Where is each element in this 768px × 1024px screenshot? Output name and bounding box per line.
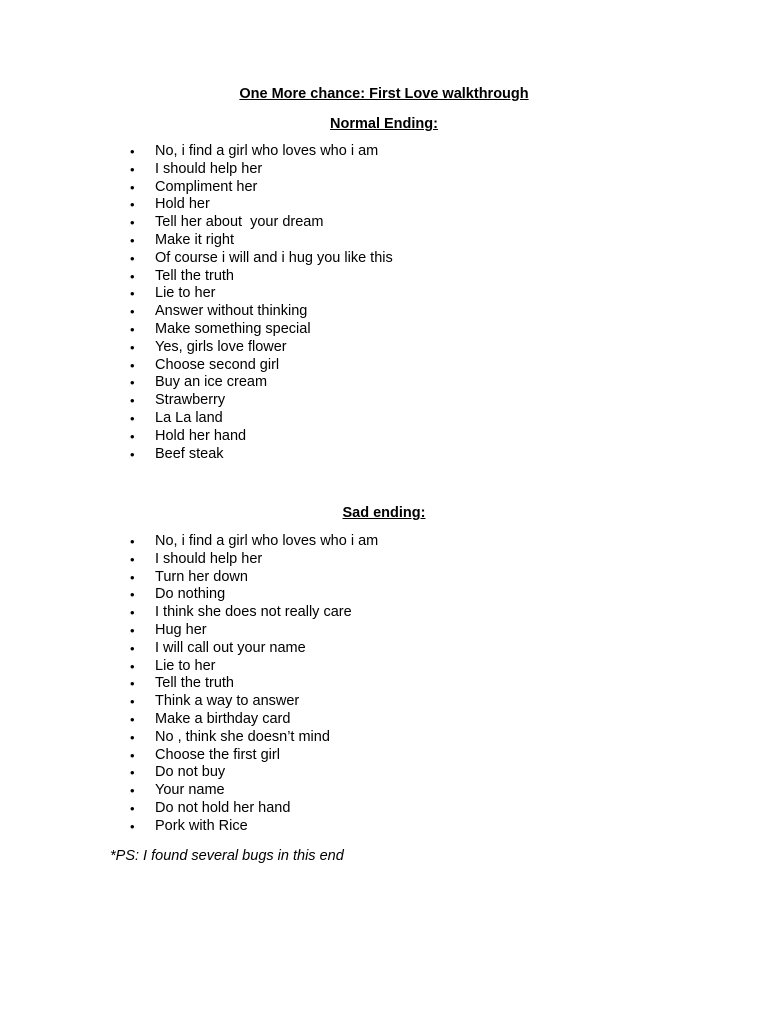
list-item-text: Lie to her — [155, 285, 216, 302]
normal-ending-heading: Normal Ending: — [330, 116, 438, 132]
list-item — [0, 446, 768, 464]
list-item-text: Your name — [155, 782, 225, 799]
bullet-icon: • — [130, 375, 135, 391]
bullet-icon: • — [130, 250, 135, 266]
list-item-text: Compliment her — [155, 178, 258, 195]
list-item-text: Strawberry — [155, 392, 226, 409]
bullet-icon: • — [130, 800, 135, 816]
list-item — [0, 747, 768, 765]
list-item-text: Choose the first girl — [155, 746, 280, 763]
bullet-icon: • — [130, 747, 135, 763]
list-item — [0, 161, 768, 179]
bullet-icon: • — [130, 587, 135, 603]
list-item — [0, 658, 768, 676]
bullet-icon: • — [130, 729, 135, 745]
bullet-icon: • — [130, 765, 135, 781]
ps-note: *PS: I found several bugs in this end — [110, 848, 344, 864]
list-item-text: I should help her — [155, 160, 263, 177]
bullet-icon: • — [130, 605, 135, 621]
list-item-text: No, i find a girl who loves who i am — [155, 143, 379, 159]
list-item-text: I will call out your name — [155, 639, 306, 656]
bullet-icon: • — [130, 321, 135, 337]
list-item — [0, 604, 768, 622]
list-item — [0, 586, 768, 604]
list-item — [0, 818, 768, 836]
bullet-icon: • — [130, 428, 135, 444]
list-item-text: Tell her about your dream — [155, 214, 324, 231]
list-item — [0, 551, 768, 569]
list-item — [0, 622, 768, 640]
bullet-icon: • — [130, 694, 135, 710]
list-item — [0, 232, 768, 250]
list-item-text: Do not hold her hand — [155, 799, 291, 816]
bullet-icon: • — [130, 676, 135, 692]
list-item — [0, 782, 768, 800]
list-item — [0, 764, 768, 782]
list-item-text: I should help her — [155, 550, 263, 567]
sad-ending-heading: Sad ending: — [342, 505, 426, 521]
bullet-icon: • — [130, 393, 135, 409]
sad-ending-list — [0, 533, 768, 836]
list-item-text: Hug her — [155, 621, 207, 638]
list-item — [0, 729, 768, 747]
list-item — [0, 303, 768, 321]
bullet-icon: • — [130, 286, 135, 302]
list-item — [0, 569, 768, 587]
list-item-text: Hold her — [155, 196, 210, 213]
list-item — [0, 357, 768, 375]
document-title: One More chance: First Love walkthrough — [239, 86, 529, 102]
bullet-icon: • — [130, 197, 135, 213]
bullet-icon: • — [130, 232, 135, 248]
bullet-icon: • — [130, 534, 135, 549]
bullet-icon: • — [130, 410, 135, 426]
list-item — [0, 675, 768, 693]
bullet-icon: • — [130, 339, 135, 355]
list-item — [0, 711, 768, 729]
list-item — [0, 392, 768, 410]
list-item-text: Make something special — [155, 320, 311, 337]
bullet-icon: • — [130, 179, 135, 195]
list-item — [0, 800, 768, 818]
list-item — [0, 285, 768, 303]
list-item — [0, 410, 768, 428]
bullet-icon: • — [130, 215, 135, 231]
list-item-text: Think a way to answer — [155, 693, 300, 710]
bullet-icon: • — [130, 268, 135, 284]
bullet-icon: • — [130, 640, 135, 656]
list-item-text: Make it right — [155, 231, 234, 248]
bullet-icon: • — [130, 357, 135, 373]
list-item-text: Of course i will and i hug you like this — [155, 249, 393, 266]
normal-ending-list — [0, 143, 768, 463]
list-item-text: Make a birthday card — [155, 710, 291, 727]
bullet-icon: • — [130, 161, 135, 177]
list-item-text: Pork with Rice — [155, 817, 248, 834]
list-item — [0, 250, 768, 268]
list-item — [0, 321, 768, 339]
list-item-text: Lie to her — [155, 657, 216, 674]
list-item — [0, 339, 768, 357]
list-item-text: Tell the truth — [155, 675, 234, 692]
list-item-text: Buy an ice cream — [155, 374, 268, 391]
bullet-icon: • — [130, 783, 135, 799]
list-item-text: Answer without thinking — [155, 303, 308, 320]
list-item-text: Do not buy — [155, 764, 226, 781]
list-item-text: Beef steak — [155, 445, 224, 462]
list-item — [0, 533, 768, 551]
list-item — [0, 428, 768, 446]
bullet-icon: • — [130, 446, 135, 462]
list-item — [0, 179, 768, 197]
bullet-icon: • — [130, 569, 135, 585]
list-item — [0, 268, 768, 286]
list-item — [0, 374, 768, 392]
list-item-text: Tell the truth — [155, 267, 234, 284]
list-item-text: No , think she doesn’t mind — [155, 728, 330, 745]
list-item-text: La La land — [155, 409, 223, 426]
list-item-text: Turn her down — [155, 568, 248, 585]
list-item-text: Yes, girls love flower — [155, 338, 287, 355]
list-item-text: Hold her hand — [155, 427, 247, 444]
bullet-icon: • — [130, 551, 135, 567]
list-item-text: Do nothing — [155, 586, 226, 603]
bullet-icon: • — [130, 304, 135, 320]
list-item — [0, 693, 768, 711]
list-item — [0, 196, 768, 214]
list-item-text: Choose second girl — [155, 356, 280, 373]
list-item — [0, 214, 768, 232]
bullet-icon: • — [130, 658, 135, 674]
bullet-icon: • — [130, 711, 135, 727]
bullet-icon: • — [130, 818, 135, 834]
list-item — [0, 640, 768, 658]
list-item-text: No, i find a girl who loves who i am — [155, 533, 379, 549]
list-item-text: I think she does not really care — [155, 604, 352, 621]
bullet-icon: • — [130, 144, 135, 159]
list-item — [0, 143, 768, 161]
bullet-icon: • — [130, 622, 135, 638]
